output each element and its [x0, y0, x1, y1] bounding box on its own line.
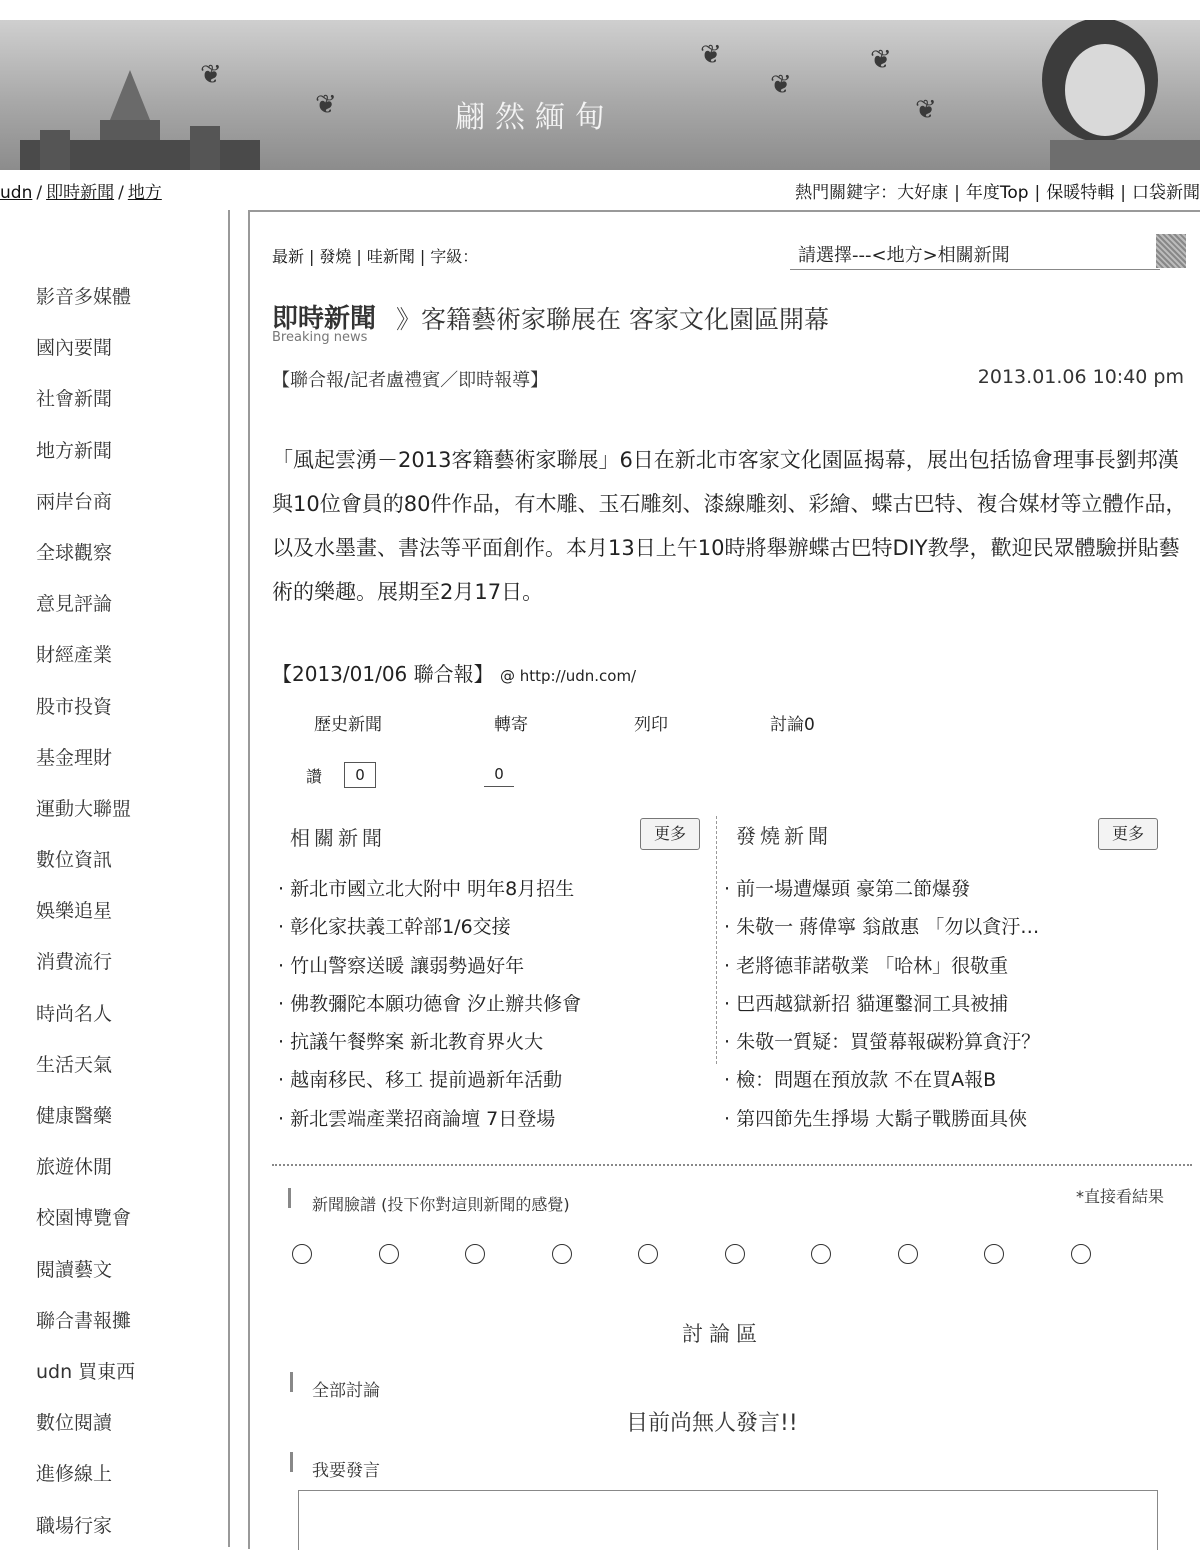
sidebar-item[interactable]: 地方新聞	[36, 439, 113, 462]
sidebar-item[interactable]: 兩岸台商	[36, 490, 113, 513]
sidebar-item[interactable]: 社會新聞	[36, 388, 113, 411]
hot-link[interactable]: 發燒	[319, 247, 352, 266]
mood-radio-option[interactable]	[552, 1244, 572, 1264]
related-news-title: 相關新聞	[290, 826, 386, 850]
related-news-item[interactable]: · 佛教彌陀本願功德會 汐止辦共修會	[278, 989, 581, 1027]
sidebar-item[interactable]: 時尚名人	[36, 1002, 113, 1025]
hot-news-more-button[interactable]: 更多	[1098, 818, 1158, 850]
sidebar-item[interactable]: 全球觀察	[36, 541, 113, 564]
butterfly-icon: ❦	[915, 95, 937, 125]
header-banner	[0, 20, 1200, 170]
article-body: 「風起雲湧－2013客籍藝術家聯展」6日在新北市客家文化園區揭幕，展出包括協會理事長劉邦漢與10位會員的80件作品，有木雕、玉石雕刻、漆線雕刻、彩繪、蝶古巴特、複合媒材等立體作品，以及水墨畫、書法等平面創作。本月13日上午10時將舉辦蝶古巴特DIY教學，歡迎民眾體驗拼貼藝術的樂趣。展期至2月17日。	[272, 448, 1187, 604]
section-marker	[290, 1372, 293, 1392]
source-url[interactable]: @ http://udn.com/	[500, 667, 637, 685]
all-discussion-label: 全部討論	[312, 1381, 380, 1401]
mood-radio-option[interactable]	[984, 1244, 1004, 1264]
forward-link[interactable]: 轉寄	[494, 715, 528, 735]
section-marker	[290, 1452, 293, 1472]
comment-textarea[interactable]	[298, 1490, 1158, 1550]
font-size-label: 字級：	[430, 247, 479, 266]
news-column-divider	[716, 816, 718, 1064]
category-sidebar	[0, 210, 230, 1547]
butterfly-icon: ❦	[200, 60, 222, 90]
related-news-item[interactable]: · 越南移民、移工 提前過新年活動	[278, 1065, 581, 1103]
recommend-label[interactable]: 讚	[306, 767, 323, 786]
article-source	[272, 658, 636, 687]
print-link[interactable]: 列印	[634, 715, 668, 735]
no-posts-message: 目前尚無人發言!!	[626, 1411, 798, 1436]
article-panel	[248, 210, 1200, 1549]
sidebar-item[interactable]: 健康醫藥	[36, 1105, 113, 1127]
section-marker	[288, 1188, 291, 1208]
hot-news-title: 發燒新聞	[736, 824, 832, 848]
sidebar-item[interactable]: 生活天氣	[36, 1053, 113, 1076]
share-count: 0	[484, 762, 514, 787]
related-news-item[interactable]: · 竹山警察送暖 讓弱勢過好年	[278, 951, 581, 989]
article-toolbar: 最新 | 發燒 | 哇新聞 | 字級：	[272, 247, 479, 266]
history-news-link[interactable]: 歷史新聞	[314, 715, 382, 735]
hot-keyword-link[interactable]: 大好康	[897, 183, 949, 203]
related-news-select[interactable]	[790, 238, 1160, 270]
breadcrumb-breaking-news[interactable]: 即時新聞	[46, 183, 115, 203]
latest-link[interactable]: 最新	[272, 247, 305, 266]
breadcrumb-local[interactable]: 地方	[127, 183, 162, 203]
related-news-item[interactable]: · 抗議午餐弊案 新北教育界火大	[278, 1027, 581, 1065]
select-dropdown-button[interactable]	[1156, 234, 1186, 268]
hot-keyword-link[interactable]: 口袋新聞	[1132, 183, 1200, 203]
hot-news-item[interactable]: · 巴西越獄新招 貓運鑿洞工具被捕	[724, 989, 1040, 1027]
related-news-item[interactable]: · 新北雲端產業招商論壇 7日登場	[278, 1104, 581, 1142]
hot-news-list	[724, 874, 1040, 1142]
mood-radio-option[interactable]	[811, 1244, 831, 1264]
sidebar-item[interactable]: 職場行家	[36, 1514, 113, 1537]
butterfly-icon: ❦	[700, 40, 722, 70]
sidebar-item[interactable]: 娛樂追星	[36, 900, 113, 923]
sidebar-item[interactable]: 數位閱讀	[36, 1412, 113, 1435]
mood-radio-option[interactable]	[638, 1244, 658, 1264]
sidebar-item[interactable]: 進修線上	[36, 1463, 113, 1486]
post-comment-label: 我要發言	[312, 1461, 380, 1481]
discussion-title: 討論區	[682, 1322, 763, 1346]
section-divider	[272, 1164, 1192, 1166]
hot-keyword-link[interactable]: 年度Top	[965, 183, 1029, 203]
recommend-count: 0	[344, 762, 376, 788]
sidebar-item[interactable]: 數位資訊	[36, 849, 113, 872]
hot-news-item[interactable]: · 前一場遭爆頭 豪第二節爆發	[724, 874, 1040, 912]
hot-news-item[interactable]: · 第四節先生掙場 大鬍子戰勝面具俠	[724, 1104, 1040, 1142]
mood-radio-option[interactable]	[379, 1244, 399, 1264]
wow-news-link[interactable]: 哇新聞	[366, 247, 415, 266]
sidebar-item[interactable]: 意見評論	[36, 593, 113, 616]
hot-keywords: 熱門關鍵字：大好康 | 年度Top | 保暖特輯 | 口袋新聞	[795, 183, 1200, 203]
breaking-news-badge: 即時新聞	[272, 304, 377, 334]
article-timestamp: 2013.01.06 10:40 pm	[977, 366, 1184, 388]
butterfly-icon: ❦	[770, 70, 792, 100]
related-news-item[interactable]: · 新北市國立北大附中 明年8月招生	[278, 874, 581, 912]
related-news-item[interactable]: · 彰化家扶義工幹部1/6交接	[278, 912, 581, 950]
sidebar-item[interactable]: 閱讀藝文	[36, 1258, 113, 1281]
discuss-count-link[interactable]: 討論0	[770, 715, 815, 735]
article-title: 》客籍藝術家聯展在 客家文化園區開幕	[396, 305, 829, 334]
sidebar-item[interactable]: 基金理財	[36, 746, 113, 769]
breadcrumb-udn[interactable]: udn	[0, 183, 33, 203]
mood-radio-option[interactable]	[292, 1244, 312, 1264]
mood-radio-option[interactable]	[1071, 1244, 1091, 1264]
hot-news-item[interactable]: · 檢：問題在預放款 不在買A報B	[724, 1065, 1040, 1103]
sidebar-item[interactable]: 股市投資	[36, 695, 113, 718]
sidebar-item[interactable]: 財經產業	[36, 644, 113, 667]
sidebar-item[interactable]: 校園博覽會	[36, 1207, 132, 1230]
sidebar-item[interactable]: 消費流行	[36, 951, 113, 974]
sidebar-item[interactable]: 旅遊休閒	[36, 1156, 113, 1179]
sidebar-item[interactable]: 聯合書報攤	[36, 1309, 132, 1332]
news-mood-label: 新聞臉譜 (投下你對這則新聞的感覺)	[312, 1195, 570, 1214]
sidebar-item[interactable]: 國內要聞	[36, 337, 113, 360]
butterfly-icon: ❦	[870, 45, 892, 75]
mood-radio-option[interactable]	[898, 1244, 918, 1264]
breadcrumb: udn / 即時新聞 / 地方	[0, 183, 162, 203]
pagoda-skyline-image	[0, 60, 270, 170]
woman-photo-image	[930, 20, 1200, 170]
related-news-select-value: 請選擇---<地方>相關新聞	[798, 244, 1010, 266]
related-news-list	[278, 874, 581, 1142]
butterfly-icon: ❦	[315, 90, 337, 120]
sidebar-item[interactable]: udn 買東西	[36, 1360, 136, 1383]
related-news-more-button[interactable]: 更多	[640, 818, 700, 850]
article-byline: 【聯合報/記者盧禮賓／即時報導】	[272, 370, 549, 391]
hot-news-item[interactable]: · 老將德菲諾敬業 「哈林」很敬重	[724, 951, 1040, 989]
hot-keywords-label: 熱門關鍵字：	[795, 183, 898, 203]
sidebar-item[interactable]: 運動大聯盟	[36, 797, 132, 820]
view-results-link[interactable]: *直接看結果	[1075, 1187, 1164, 1206]
sidebar-item[interactable]: 影音多媒體	[36, 286, 132, 308]
mood-radio-option[interactable]	[725, 1244, 745, 1264]
hot-keyword-link[interactable]: 保暖特輯	[1046, 183, 1115, 203]
mood-radio-option[interactable]	[465, 1244, 485, 1264]
hot-news-item[interactable]: · 朱敬一 蔣偉寧 翁啟惠 「勿以貪汙…	[724, 912, 1040, 950]
banner-title: 翩然緬甸	[455, 100, 615, 135]
hot-news-item[interactable]: · 朱敬一質疑：買螢幕報碳粉算貪汙？	[724, 1027, 1040, 1065]
breaking-news-sublabel: Breaking news	[272, 330, 368, 345]
source-label: 【2013/01/06 聯合報】	[272, 662, 494, 686]
